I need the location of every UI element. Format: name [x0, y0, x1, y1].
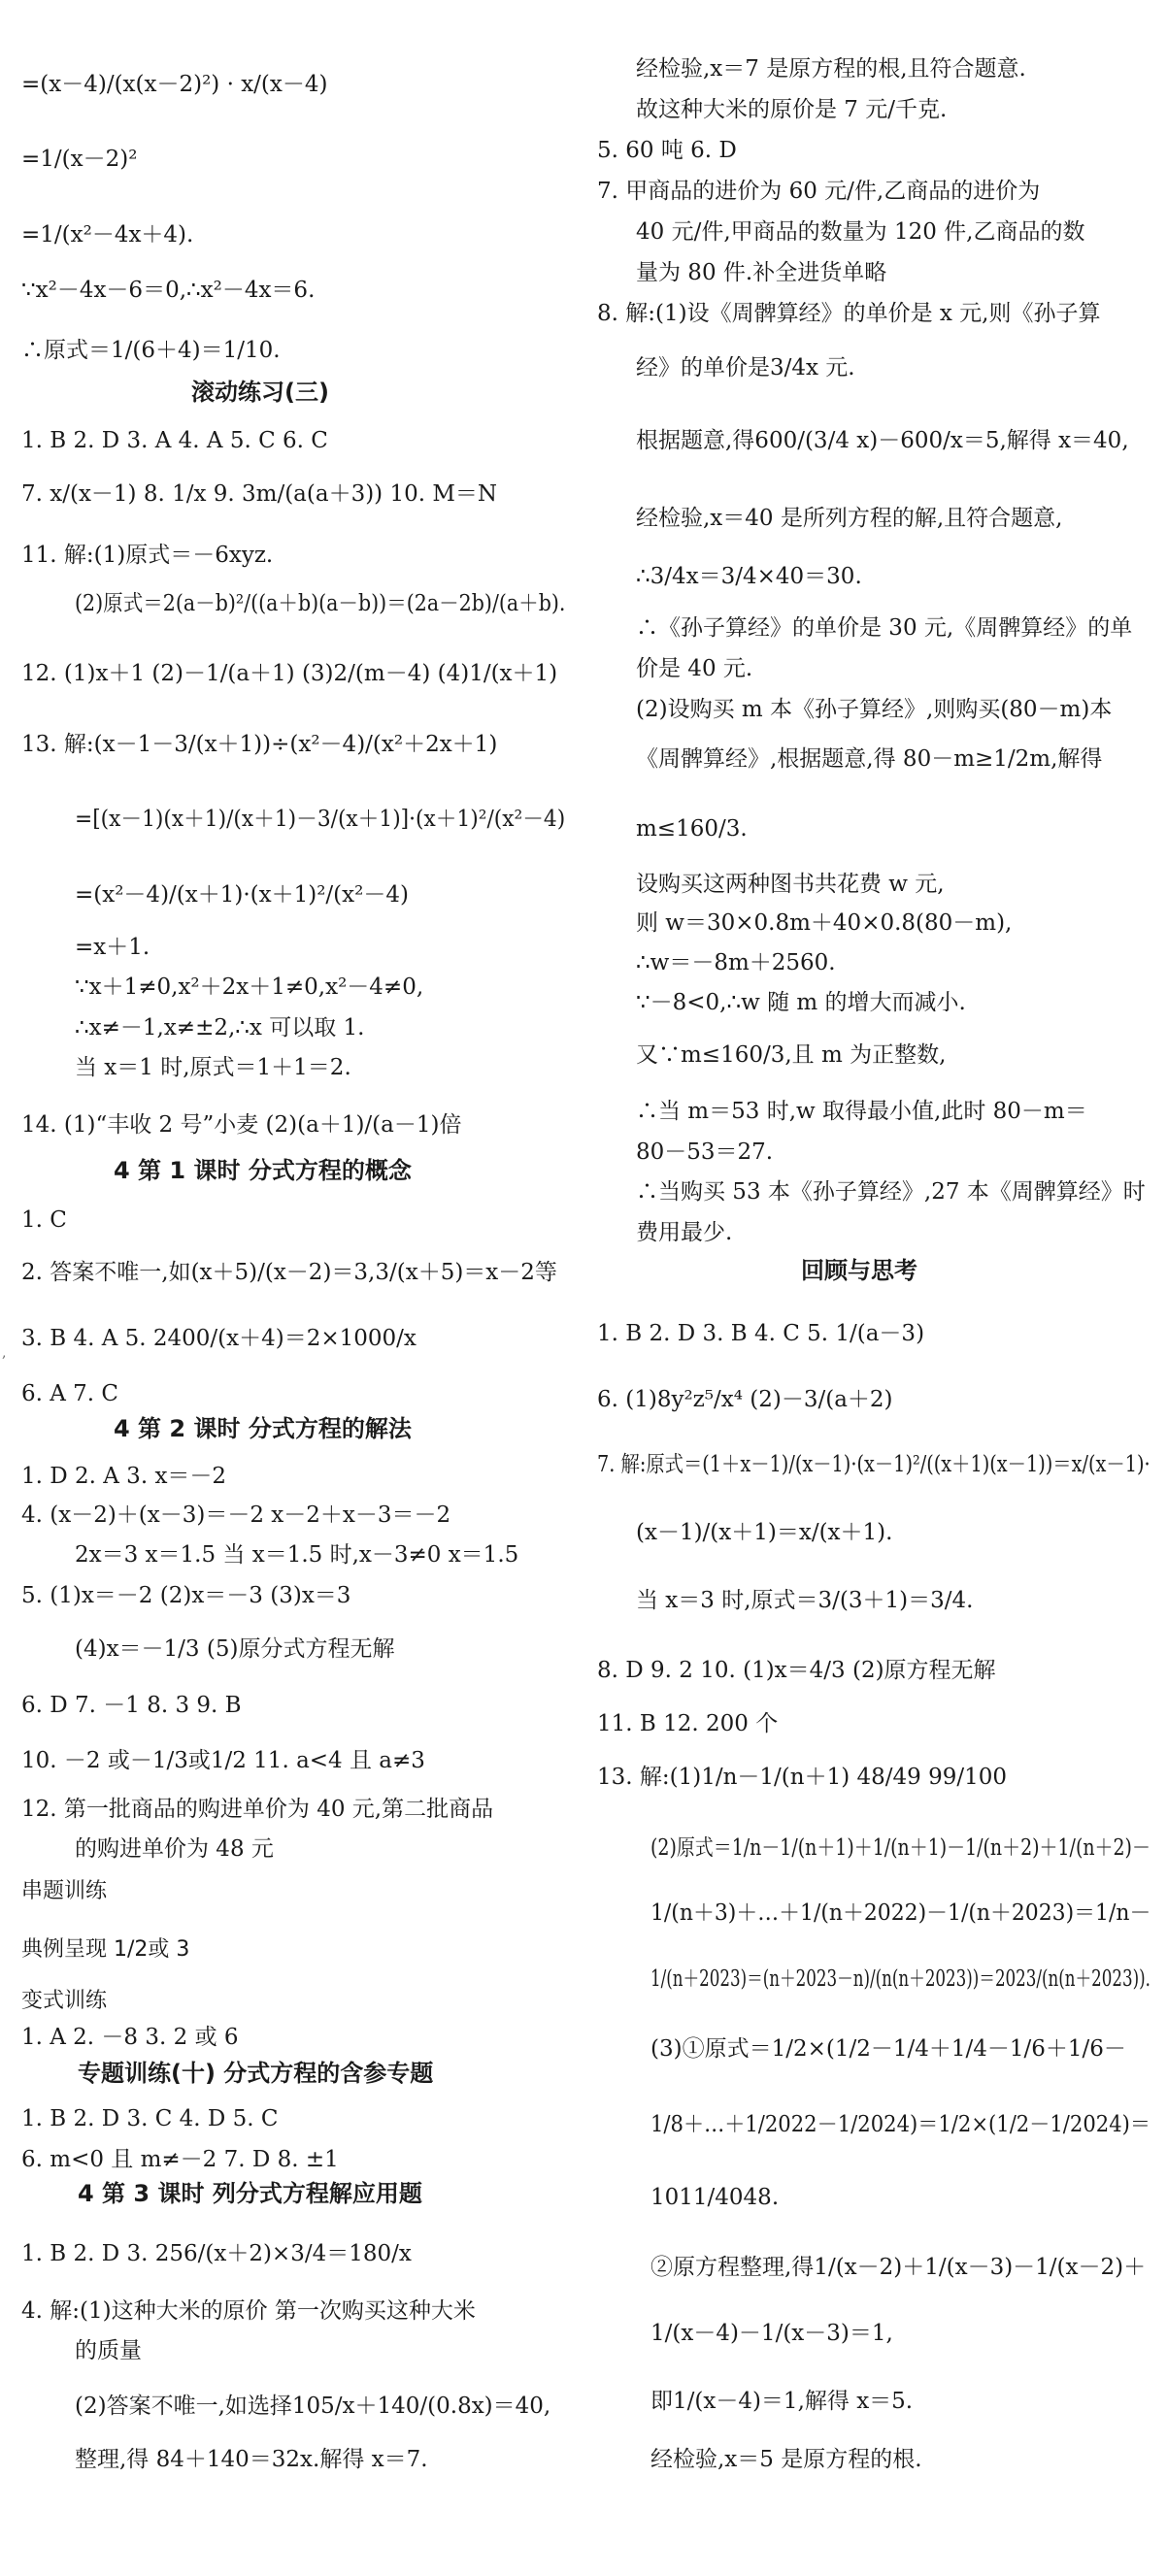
answer-line: 1011/4048. — [650, 2185, 780, 2210]
answer-line: 变式训练 — [21, 1989, 108, 2013]
answer-line: ∴《孙子算经》的单价是 30 元,《周髀算经》的单 — [636, 615, 1133, 641]
answer-line: 经检验,x＝5 是原方程的根. — [650, 2447, 922, 2472]
answer-line: =(x－4)/(x(x－2)²) · x/(x－4) — [21, 72, 328, 97]
margin-mark: , — [2, 1345, 7, 1361]
answer-line: 1. A 2. －8 3. 2 或 6 — [21, 2025, 239, 2050]
answer-line: 6. m<0 且 m≠－2 7. D 8. ±1 — [21, 2147, 339, 2172]
section-heading: 滚动练习(三) — [191, 379, 329, 406]
answer-line: 7. x/(x－1) 8. 1/x 9. 3m/(a(a＋3)) 10. M＝N — [21, 481, 498, 507]
answer-line: m≤160/3. — [636, 816, 748, 842]
answer-line: 5. (1)x＝－2 (2)x＝－3 (3)x＝3 — [21, 1583, 351, 1608]
answer-line: =(x²－4)/(x＋1)·(x＋1)²/(x²－4) — [75, 882, 409, 908]
section-heading: 回顾与思考 — [801, 1257, 917, 1284]
answer-line: 6. (1)8y²z⁵/x⁴ (2)－3/(a＋2) — [597, 1387, 893, 1412]
answer-line: ∴原式＝1/(6＋4)＝1/10. — [21, 338, 281, 363]
answer-line: ∵x²－4x－6＝0,∴x²－4x＝6. — [21, 278, 316, 303]
answer-line: 7. 甲商品的进价为 60 元/件,乙商品的进价为 — [597, 179, 1041, 204]
answer-line: 当 x＝1 时,原式＝1＋1＝2. — [75, 1055, 351, 1080]
answer-line: 的质量 — [75, 2338, 142, 2363]
answer-line: 12. (1)x＋1 (2)－1/(a＋1) (3)2/(m－4) (4)1/(x＋1) — [21, 661, 558, 686]
answer-line: 即1/(x－4)＝1,解得 x＝5. — [650, 2389, 914, 2414]
answer-line: ∴当 m＝53 时,w 取得最小值,此时 80－m＝ — [636, 1099, 1087, 1124]
answer-line: (x－1)/(x＋1)＝x/(x＋1). — [636, 1520, 893, 1545]
answer-line: 6. D 7. －1 8. 3 9. B — [21, 1693, 242, 1718]
answer-line: 2x＝3 x＝1.5 当 x＝1.5 时,x－3≠0 x＝1.5 — [75, 1542, 519, 1568]
answer-line: 13. 解:(x－1－3/(x＋1))÷(x²－4)/(x²＋2x＋1) — [21, 732, 498, 757]
answer-line: 1. B 2. D 3. B 4. C 5. 1/(a－3) — [597, 1321, 925, 1346]
answer-line: 量为 80 件.补全进货单略 — [636, 260, 887, 285]
answer-line: ∴3/4x＝3/4×40＝30. — [636, 564, 862, 589]
answer-line: 40 元/件,甲商品的数量为 120 件,乙商品的数 — [636, 219, 1085, 245]
answer-line: =1/(x－2)² — [21, 147, 138, 172]
answer-line: 当 x＝3 时,原式＝3/(3＋1)＝3/4. — [636, 1588, 974, 1613]
answer-line: 串题训练 — [21, 1879, 108, 1903]
answer-line: 的购进单价为 48 元 — [75, 1836, 274, 1862]
answer-line: 4. (x－2)＋(x－3)＝－2 x－2＋x－3＝－2 — [21, 1503, 451, 1528]
section-heading: 专题训练(十) 分式方程的含参专题 — [78, 2060, 434, 2087]
section-heading: 4 第 1 课时 分式方程的概念 — [114, 1157, 412, 1184]
answer-line: 11. 解:(1)原式＝－6xyz. — [21, 543, 274, 568]
answer-line: 1. B 2. D 3. 256/(x＋2)×3/4＝180/x — [21, 2241, 412, 2266]
answer-line: 10. －2 或－1/3或1/2 11. a<4 且 a≠3 — [21, 1748, 425, 1773]
answer-line: (3)①原式＝1/2×(1/2－1/4＋1/4－1/6＋1/6－ — [650, 2036, 1126, 2062]
answer-line: 6. A 7. C — [21, 1381, 119, 1406]
answer-line: 12. 第一批商品的购进单价为 40 元,第二批商品 — [21, 1797, 494, 1822]
answer-line: 8. 解:(1)设《周髀算经》的单价是 x 元,则《孙子算 — [597, 301, 1101, 326]
answer-line: ∴w＝－8m＋2560. — [636, 950, 836, 975]
answer-line: (2)原式＝1/n－1/(n＋1)＋1/(n＋1)－1/(n＋2)＋1/(n＋2)－ — [650, 1835, 1150, 1861]
answer-line: 80－53＝27. — [636, 1139, 774, 1165]
answer-line: ∵－8<0,∴w 随 m 的增大而减小. — [636, 990, 966, 1015]
answer-line: 故这种大米的原价是 7 元/千克. — [636, 97, 948, 122]
answer-line: 1/8＋…＋1/2022－1/2024)＝1/2×(1/2－1/2024)＝ — [650, 2112, 1150, 2137]
answer-line: 7. 解:原式＝(1＋x－1)/(x－1)·(x－1)²/((x＋1)(x－1))＝x/(x－1)· — [597, 1452, 1150, 1477]
answer-line: ∴当购买 53 本《孙子算经》,27 本《周髀算经》时 — [636, 1179, 1146, 1205]
answer-line: 《周髀算经》,根据题意,得 80－m≥1/2m,解得 — [636, 746, 1103, 772]
answer-line: (2)原式＝2(a－b)²/((a＋b)(a－b))＝(2a－2b)/(a＋b). — [75, 591, 566, 616]
answer-line: 3. B 4. A 5. 2400/(x＋4)＝2×1000/x — [21, 1326, 417, 1351]
answer-line: (2)设购买 m 本《孙子算经》,则购买(80－m)本 — [636, 697, 1113, 722]
answer-line: 2. 答案不唯一,如(x＋5)/(x－2)＝3,3/(x＋5)＝x－2等 — [21, 1260, 557, 1285]
answer-line: 则 w＝30×0.8m＋40×0.8(80－m), — [636, 910, 1013, 936]
answer-line: 8. D 9. 2 10. (1)x＝4/3 (2)原方程无解 — [597, 1658, 996, 1683]
answer-line: 4. 解:(1)这种大米的原价 第一次购买这种大米 — [21, 2298, 476, 2324]
answer-line: 5. 60 吨 6. D — [597, 138, 737, 163]
answer-line: 根据题意,得600/(3/4 x)－600/x＝5,解得 x＝40, — [636, 428, 1129, 453]
answer-line: =1/(x²－4x＋4). — [21, 222, 194, 248]
answer-line: (2)答案不唯一,如选择105/x＋140/(0.8x)＝40, — [75, 2394, 551, 2419]
answer-line: 13. 解:(1)1/n－1/(n＋1) 48/49 99/100 — [597, 1765, 1008, 1790]
answer-line: 设购买这两种图书共花费 w 元, — [636, 872, 945, 897]
answer-line: 1. B 2. D 3. A 4. A 5. C 6. C — [21, 428, 328, 453]
answer-line: ②原方程整理,得1/(x－2)＋1/(x－3)－1/(x－2)＋ — [650, 2255, 1147, 2280]
answer-line: 经检验,x＝7 是原方程的根,且符合题意. — [636, 56, 1026, 82]
answer-line: (4)x＝－1/3 (5)原分式方程无解 — [75, 1636, 395, 1662]
answer-line: 经检验,x＝40 是所列方程的解,且符合题意, — [636, 506, 1063, 531]
answer-line: ∵x＋1≠0,x²＋2x＋1≠0,x²－4≠0, — [75, 974, 424, 1000]
answer-line: =[(x－1)(x＋1)/(x＋1)－3/(x＋1)]·(x＋1)²/(x²－4) — [75, 807, 566, 832]
answer-line: 又∵m≤160/3,且 m 为正整数, — [636, 1042, 947, 1068]
section-heading: 4 第 2 课时 分式方程的解法 — [114, 1415, 412, 1442]
answer-line: 费用最少. — [636, 1220, 733, 1245]
answer-line: 1/(n＋2023)＝(n＋2023－n)/(n(n＋2023))＝2023/(n(n＋2023)). — [650, 1966, 1150, 1992]
answer-line: 价是 40 元. — [636, 656, 753, 681]
answer-line: 1. B 2. D 3. C 4. D 5. C — [21, 2106, 279, 2131]
answer-line: 典例呈现 1/2或 3 — [21, 1937, 190, 1962]
answer-line: =x＋1. — [75, 935, 150, 960]
answer-line: 经》的单价是3/4x 元. — [636, 355, 855, 380]
answer-line: 11. B 12. 200 个 — [597, 1711, 779, 1736]
answer-line: 14. (1)“丰收 2 号”小麦 (2)(a＋1)/(a－1)倍 — [21, 1112, 462, 1138]
answer-line: ∴x≠－1,x≠±2,∴x 可以取 1. — [75, 1015, 365, 1040]
answer-line: 整理,得 84＋140＝32x.解得 x＝7. — [75, 2447, 428, 2472]
section-heading: 4 第 3 课时 列分式方程解应用题 — [78, 2180, 422, 2207]
answer-line: 1. D 2. A 3. x＝－2 — [21, 1464, 227, 1489]
answer-line: 1. C — [21, 1207, 67, 1233]
answer-line: 1/(x－4)－1/(x－3)＝1, — [650, 2321, 893, 2346]
answer-line: 1/(n＋3)＋…＋1/(n＋2022)－1/(n＋2023)＝1/n－ — [650, 1900, 1151, 1926]
